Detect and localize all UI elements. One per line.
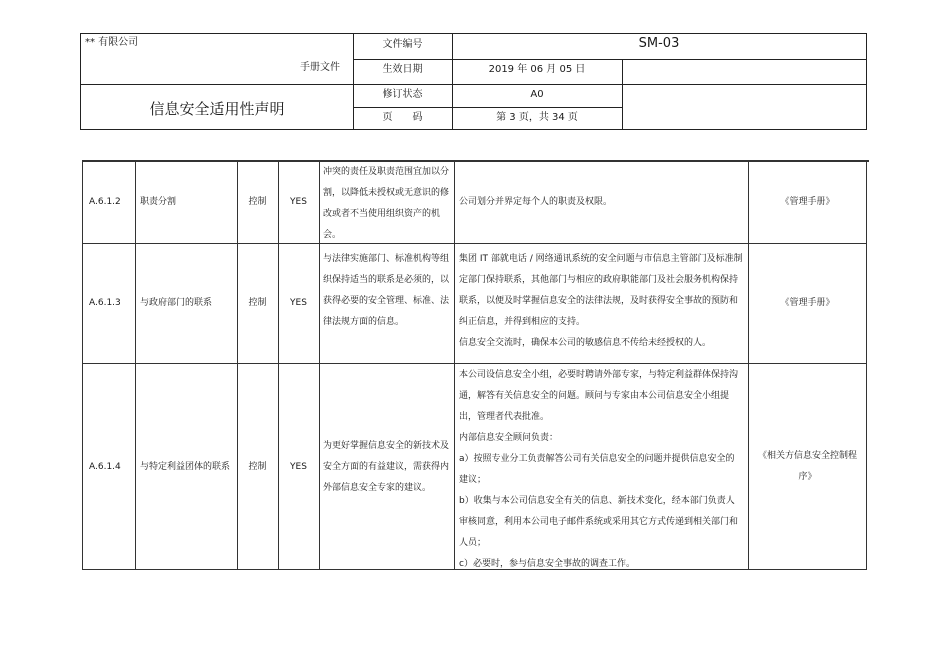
- applicable: YES: [290, 197, 307, 207]
- implementation-paragraph: 信息安全交流时，确保本公司的敏感信息不传给未经授权的人。: [459, 338, 712, 348]
- reference-document: 《管理手册》: [780, 197, 835, 207]
- control-table: [82, 160, 867, 570]
- applicable: YES: [290, 461, 307, 472]
- header-divider: [622, 59, 623, 129]
- header-divider: [81, 84, 866, 85]
- document-type: 手册文件: [300, 62, 340, 73]
- implementation: [459, 162, 743, 243]
- control-id: A.6.1.4: [89, 461, 121, 472]
- control-name: 职责分割: [140, 197, 177, 207]
- implementation-paragraph: 内部信息安全顾问负责：: [459, 433, 559, 443]
- control-type: 控制: [248, 197, 267, 207]
- page-number: 第 3 页，共 34 页: [496, 112, 578, 123]
- implementation-paragraph: b）收集与本公司信息安全有关的信息、新技术变化，经本部门负责人审核同意，利用本公司电子邮件系统或采用其它方式传递到相关部门和人员；: [459, 496, 739, 548]
- control-type: 控制: [248, 298, 267, 308]
- control-id: A.6.1.2: [89, 197, 121, 207]
- column-divider: [454, 162, 455, 570]
- control-id: A.6.1.3: [89, 298, 121, 308]
- label-doc-no: 文件编号: [382, 39, 423, 50]
- implementation-paragraph: 集团 IT 部就电话 / 网络通讯系统的安全问题与市信息主管部门及标准制定部门保持联系，其他部门与相应的政府职能部门及社会服务机构保持联系，以便及时掌握信息安全的法律法规，及时获得安全事故的预防和纠正信息，并得到相应的支持。: [459, 254, 743, 327]
- header-divider: [353, 107, 622, 108]
- company-name: ** 有限公司: [85, 37, 139, 48]
- column-divider: [135, 162, 136, 570]
- implementation: [459, 249, 743, 361]
- header-divider: [353, 59, 866, 60]
- label-page: 页 码: [382, 112, 423, 123]
- document-title: 信息安全适用性声明: [149, 100, 285, 118]
- document-header: [80, 33, 867, 130]
- implementation-paragraph: 本公司设信息安全小组，必要时聘请外部专家，与特定利益群体保持沟通，解答有关信息安全的问题。顾问与专家由本公司信息安全小组提出，管理者代表批准。: [459, 370, 739, 422]
- implementation-paragraph: 公司划分并界定每个人的职责及权限。: [459, 197, 613, 207]
- selection-reason: 与法律实施部门、标准机构等组织保持适当的联系是必须的，以获得必要的安全管理、标准、法律法规方面的信息。: [323, 254, 450, 327]
- doc-number: SM-03: [638, 36, 680, 51]
- label-effective-date: 生效日期: [382, 64, 423, 75]
- column-divider: [319, 162, 320, 570]
- applicable: YES: [290, 298, 307, 308]
- revision-status: A0: [530, 89, 544, 100]
- reference-document: 《管理手册》: [780, 298, 835, 308]
- implementation-paragraph: a）按照专业分工负责解答公司有关信息安全的问题并提供信息安全的建议；: [459, 454, 735, 485]
- implementation-paragraph: c）必要时，参与信息安全事故的调查工作。: [459, 559, 635, 569]
- implementation: [459, 365, 743, 569]
- control-name: 与特定利益团体的联系: [140, 461, 231, 472]
- reference-document: 《相关方信息安全控制程序》: [757, 451, 857, 482]
- effective-date: 2019 年 06 月 05 日: [488, 64, 586, 75]
- selection-reason: 冲突的责任及职责范围宜加以分割，以降低未授权或无意识的修改或者不当使用组织资产的机会。: [323, 167, 450, 240]
- selection-reason: 为更好掌握信息安全的新技术及安全方面的有益建议，需获得内外部信息安全专家的建议。: [323, 440, 450, 493]
- control-type: 控制: [248, 461, 267, 472]
- control-name: 与政府部门的联系: [140, 298, 213, 308]
- label-revision: 修订状态: [382, 89, 423, 100]
